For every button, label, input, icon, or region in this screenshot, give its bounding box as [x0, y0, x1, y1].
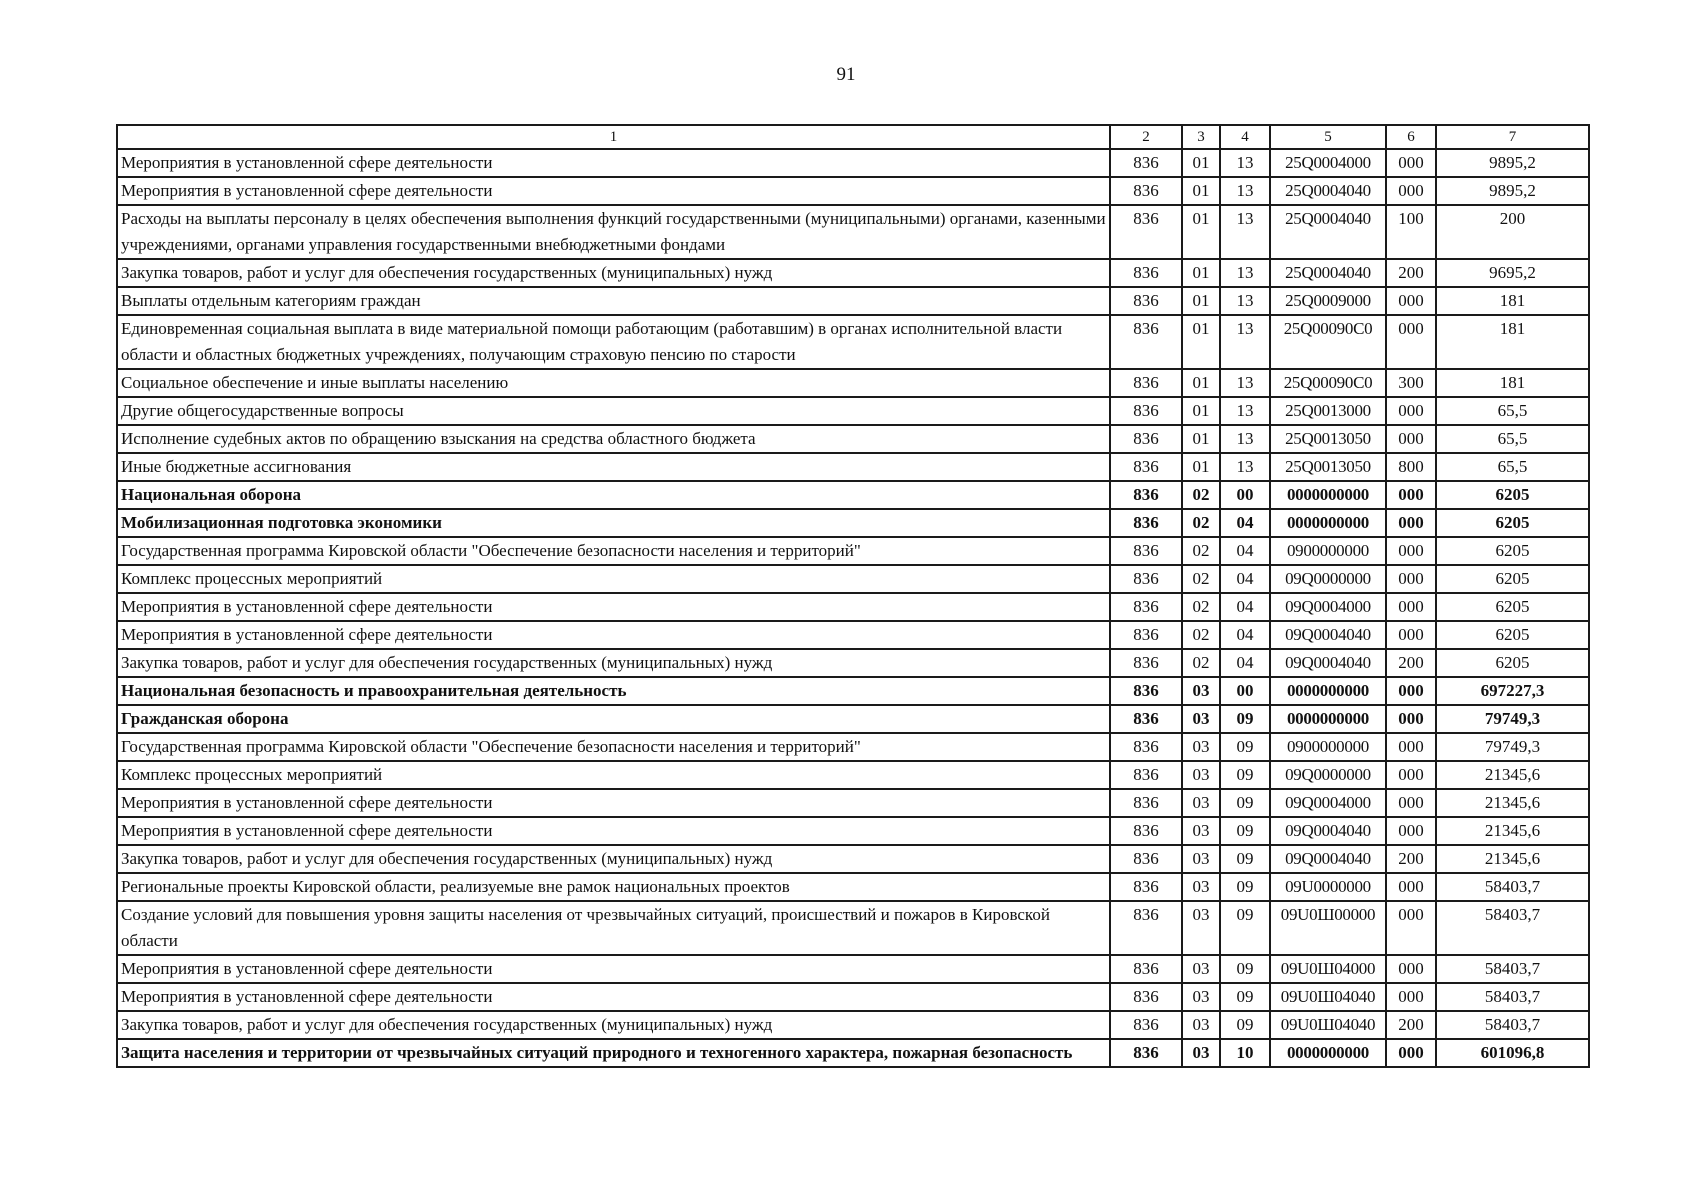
row-code-cell: 836	[1110, 817, 1182, 845]
row-target-cell: 09U0Ш04040	[1270, 983, 1386, 1011]
row-code-cell: 836	[1110, 315, 1182, 369]
row-expense-type-cell: 300	[1386, 369, 1436, 397]
row-code-cell: 836	[1110, 593, 1182, 621]
row-code-cell: 836	[1110, 369, 1182, 397]
row-expense-type-cell: 000	[1386, 425, 1436, 453]
row-target-cell: 25Q0013050	[1270, 453, 1386, 481]
row-section-cell: 03	[1182, 983, 1220, 1011]
table-row	[117, 621, 1589, 649]
row-code-cell: 836	[1110, 453, 1182, 481]
row-subsection-cell: 09	[1220, 789, 1270, 817]
row-expense-type-cell: 000	[1386, 593, 1436, 621]
row-target-cell: 25Q0013050	[1270, 425, 1386, 453]
row-subsection-cell: 09	[1220, 873, 1270, 901]
table-row	[117, 509, 1589, 537]
row-code-cell: 836	[1110, 1011, 1182, 1039]
row-name-cell: Мероприятия в установленной сфере деятельности	[117, 817, 1110, 845]
row-name-cell: Мероприятия в установленной сфере деятельности	[117, 593, 1110, 621]
row-target-cell: 25Q0004040	[1270, 259, 1386, 287]
row-expense-type-cell: 000	[1386, 149, 1436, 177]
header-cell: 4	[1220, 125, 1270, 149]
row-code-cell: 836	[1110, 1039, 1182, 1067]
row-expense-type-cell: 000	[1386, 677, 1436, 705]
table-row	[117, 481, 1589, 509]
header-cell: 5	[1270, 125, 1386, 149]
row-subsection-cell: 04	[1220, 565, 1270, 593]
row-expense-type-cell: 000	[1386, 817, 1436, 845]
row-amount-cell: 65,5	[1436, 425, 1589, 453]
row-section-cell: 03	[1182, 761, 1220, 789]
row-subsection-cell: 13	[1220, 259, 1270, 287]
row-target-cell: 09U0Ш00000	[1270, 901, 1386, 955]
header-cell: 6	[1386, 125, 1436, 149]
row-subsection-cell: 13	[1220, 177, 1270, 205]
row-expense-type-cell: 000	[1386, 873, 1436, 901]
row-amount-cell: 58403,7	[1436, 901, 1589, 955]
row-name-cell: Иные бюджетные ассигнования	[117, 453, 1110, 481]
row-subsection-cell: 04	[1220, 509, 1270, 537]
table-row	[117, 789, 1589, 817]
header-cell: 3	[1182, 125, 1220, 149]
table-row	[117, 1011, 1589, 1039]
row-section-cell: 03	[1182, 817, 1220, 845]
row-amount-cell: 58403,7	[1436, 955, 1589, 983]
row-code-cell: 836	[1110, 287, 1182, 315]
row-section-cell: 01	[1182, 177, 1220, 205]
row-code-cell: 836	[1110, 621, 1182, 649]
row-section-cell: 02	[1182, 481, 1220, 509]
header-row	[117, 125, 1589, 149]
row-target-cell: 25Q0009000	[1270, 287, 1386, 315]
row-section-cell: 02	[1182, 649, 1220, 677]
row-section-cell: 01	[1182, 453, 1220, 481]
row-expense-type-cell: 800	[1386, 453, 1436, 481]
table-row	[117, 845, 1589, 873]
table-row	[117, 537, 1589, 565]
row-subsection-cell: 13	[1220, 453, 1270, 481]
row-amount-cell: 6205	[1436, 593, 1589, 621]
row-section-cell: 01	[1182, 205, 1220, 259]
row-target-cell: 25Q0004000	[1270, 149, 1386, 177]
row-amount-cell: 181	[1436, 287, 1589, 315]
table-row	[117, 259, 1589, 287]
row-name-cell: Мероприятия в установленной сфере деятельности	[117, 955, 1110, 983]
header-cell: 1	[117, 125, 1110, 149]
row-section-cell: 01	[1182, 149, 1220, 177]
table-row	[117, 649, 1589, 677]
row-target-cell: 09U0Ш04000	[1270, 955, 1386, 983]
table-row	[117, 761, 1589, 789]
row-amount-cell: 79749,3	[1436, 733, 1589, 761]
row-expense-type-cell: 200	[1386, 259, 1436, 287]
table-row	[117, 733, 1589, 761]
row-target-cell: 09Q0004000	[1270, 593, 1386, 621]
row-section-cell: 02	[1182, 593, 1220, 621]
row-section-cell: 03	[1182, 845, 1220, 873]
row-amount-cell: 79749,3	[1436, 705, 1589, 733]
row-amount-cell: 181	[1436, 369, 1589, 397]
row-target-cell: 09Q0000000	[1270, 565, 1386, 593]
row-amount-cell: 697227,3	[1436, 677, 1589, 705]
row-code-cell: 836	[1110, 733, 1182, 761]
row-code-cell: 836	[1110, 983, 1182, 1011]
row-expense-type-cell: 000	[1386, 901, 1436, 955]
row-code-cell: 836	[1110, 845, 1182, 873]
row-subsection-cell: 04	[1220, 649, 1270, 677]
row-name-cell: Закупка товаров, работ и услуг для обеспечения государственных (муниципальных) нужд	[117, 649, 1110, 677]
row-amount-cell: 9895,2	[1436, 177, 1589, 205]
row-name-cell: Выплаты отдельным категориям граждан	[117, 287, 1110, 315]
row-amount-cell: 58403,7	[1436, 873, 1589, 901]
row-target-cell: 25Q0013000	[1270, 397, 1386, 425]
row-expense-type-cell: 000	[1386, 177, 1436, 205]
row-section-cell: 01	[1182, 259, 1220, 287]
row-name-cell: Мероприятия в установленной сфере деятельности	[117, 149, 1110, 177]
row-name-cell: Государственная программа Кировской области "Обеспечение безопасности населения и территорий"	[117, 733, 1110, 761]
row-target-cell: 09Q0004040	[1270, 621, 1386, 649]
row-section-cell: 01	[1182, 287, 1220, 315]
row-amount-cell: 9895,2	[1436, 149, 1589, 177]
row-subsection-cell: 13	[1220, 149, 1270, 177]
row-section-cell: 03	[1182, 1011, 1220, 1039]
table-row	[117, 705, 1589, 733]
row-subsection-cell: 04	[1220, 537, 1270, 565]
row-section-cell: 01	[1182, 369, 1220, 397]
table-row	[117, 149, 1589, 177]
row-section-cell: 02	[1182, 537, 1220, 565]
row-target-cell: 09U0000000	[1270, 873, 1386, 901]
row-section-cell: 01	[1182, 397, 1220, 425]
table-row	[117, 397, 1589, 425]
row-amount-cell: 58403,7	[1436, 983, 1589, 1011]
row-code-cell: 836	[1110, 649, 1182, 677]
row-code-cell: 836	[1110, 705, 1182, 733]
row-section-cell: 03	[1182, 955, 1220, 983]
row-amount-cell: 9695,2	[1436, 259, 1589, 287]
page-number: 91	[836, 64, 856, 85]
row-code-cell: 836	[1110, 149, 1182, 177]
row-code-cell: 836	[1110, 565, 1182, 593]
row-expense-type-cell: 000	[1386, 983, 1436, 1011]
row-amount-cell: 21345,6	[1436, 817, 1589, 845]
row-target-cell: 25Q00090C0	[1270, 315, 1386, 369]
row-name-cell: Другие общегосударственные вопросы	[117, 397, 1110, 425]
row-expense-type-cell: 000	[1386, 315, 1436, 369]
row-subsection-cell: 10	[1220, 1039, 1270, 1067]
row-target-cell: 25Q00090C0	[1270, 369, 1386, 397]
row-subsection-cell: 09	[1220, 817, 1270, 845]
row-name-cell: Создание условий для повышения уровня защиты населения от чрезвычайных ситуаций, происшествий и пожаров в Кировской области	[117, 901, 1110, 955]
row-expense-type-cell: 200	[1386, 1011, 1436, 1039]
row-amount-cell: 601096,8	[1436, 1039, 1589, 1067]
row-name-cell: Исполнение судебных актов по обращению взыскания на средства областного бюджета	[117, 425, 1110, 453]
row-subsection-cell: 13	[1220, 287, 1270, 315]
row-amount-cell: 200	[1436, 205, 1589, 259]
table-row	[117, 677, 1589, 705]
row-name-cell: Расходы на выплаты персоналу в целях обеспечения выполнения функций государственными (муниципальными) органами, казенными учреждениями, органами управления государственными внебюджетными фондами	[117, 205, 1110, 259]
table-row	[117, 901, 1589, 955]
table-body	[117, 125, 1589, 1067]
row-name-cell: Региональные проекты Кировской области, реализуемые вне рамок национальных проектов	[117, 873, 1110, 901]
row-target-cell: 09Q0004000	[1270, 789, 1386, 817]
row-expense-type-cell: 100	[1386, 205, 1436, 259]
row-amount-cell: 6205	[1436, 649, 1589, 677]
row-subsection-cell: 13	[1220, 369, 1270, 397]
row-name-cell: Единовременная социальная выплата в виде материальной помощи работающим (работавшим) в органах исполнительной власти области и областных бюджетных учреждениях, получающим страховую пенсию по старости	[117, 315, 1110, 369]
row-name-cell: Национальная оборона	[117, 481, 1110, 509]
row-section-cell: 01	[1182, 315, 1220, 369]
row-expense-type-cell: 000	[1386, 733, 1436, 761]
header-cell: 2	[1110, 125, 1182, 149]
row-expense-type-cell: 000	[1386, 761, 1436, 789]
row-code-cell: 836	[1110, 259, 1182, 287]
row-expense-type-cell: 000	[1386, 789, 1436, 817]
row-expense-type-cell: 000	[1386, 705, 1436, 733]
row-section-cell: 02	[1182, 565, 1220, 593]
row-name-cell: Национальная безопасность и правоохранительная деятельность	[117, 677, 1110, 705]
row-amount-cell: 181	[1436, 315, 1589, 369]
table-row	[117, 369, 1589, 397]
row-name-cell: Закупка товаров, работ и услуг для обеспечения государственных (муниципальных) нужд	[117, 259, 1110, 287]
table-row	[117, 873, 1589, 901]
table-row	[117, 565, 1589, 593]
row-subsection-cell: 09	[1220, 983, 1270, 1011]
row-subsection-cell: 09	[1220, 705, 1270, 733]
row-target-cell: 0000000000	[1270, 677, 1386, 705]
row-section-cell: 03	[1182, 677, 1220, 705]
row-section-cell: 03	[1182, 789, 1220, 817]
row-section-cell: 03	[1182, 901, 1220, 955]
row-amount-cell: 6205	[1436, 509, 1589, 537]
row-name-cell: Мероприятия в установленной сфере деятельности	[117, 177, 1110, 205]
row-subsection-cell: 13	[1220, 425, 1270, 453]
table-row	[117, 955, 1589, 983]
row-target-cell: 0000000000	[1270, 1039, 1386, 1067]
row-expense-type-cell: 000	[1386, 481, 1436, 509]
row-target-cell: 0000000000	[1270, 481, 1386, 509]
row-name-cell: Мероприятия в установленной сфере деятельности	[117, 621, 1110, 649]
table-row	[117, 817, 1589, 845]
row-target-cell: 25Q0004040	[1270, 205, 1386, 259]
row-amount-cell: 58403,7	[1436, 1011, 1589, 1039]
row-expense-type-cell: 000	[1386, 565, 1436, 593]
row-expense-type-cell: 000	[1386, 537, 1436, 565]
table-row	[117, 177, 1589, 205]
header-cell: 7	[1436, 125, 1589, 149]
row-name-cell: Мероприятия в установленной сфере деятельности	[117, 789, 1110, 817]
row-code-cell: 836	[1110, 481, 1182, 509]
row-section-cell: 03	[1182, 1039, 1220, 1067]
row-amount-cell: 21345,6	[1436, 761, 1589, 789]
row-name-cell: Защита населения и территории от чрезвычайных ситуаций природного и техногенного характера, пожарная безопасность	[117, 1039, 1110, 1067]
row-code-cell: 836	[1110, 955, 1182, 983]
row-target-cell: 09Q0004040	[1270, 845, 1386, 873]
row-code-cell: 836	[1110, 509, 1182, 537]
row-amount-cell: 65,5	[1436, 453, 1589, 481]
row-code-cell: 836	[1110, 789, 1182, 817]
row-subsection-cell: 09	[1220, 955, 1270, 983]
row-amount-cell: 21345,6	[1436, 789, 1589, 817]
row-amount-cell: 6205	[1436, 621, 1589, 649]
row-target-cell: 09U0Ш04040	[1270, 1011, 1386, 1039]
row-code-cell: 836	[1110, 177, 1182, 205]
table-row	[117, 205, 1589, 259]
row-target-cell: 0900000000	[1270, 537, 1386, 565]
row-expense-type-cell: 000	[1386, 955, 1436, 983]
row-subsection-cell: 09	[1220, 901, 1270, 955]
row-subsection-cell: 00	[1220, 481, 1270, 509]
row-subsection-cell: 13	[1220, 315, 1270, 369]
table-row	[117, 593, 1589, 621]
row-expense-type-cell: 000	[1386, 287, 1436, 315]
table-row	[117, 1039, 1589, 1067]
row-section-cell: 03	[1182, 733, 1220, 761]
row-name-cell: Закупка товаров, работ и услуг для обеспечения государственных (муниципальных) нужд	[117, 845, 1110, 873]
row-code-cell: 836	[1110, 537, 1182, 565]
row-name-cell: Закупка товаров, работ и услуг для обеспечения государственных (муниципальных) нужд	[117, 1011, 1110, 1039]
row-section-cell: 03	[1182, 873, 1220, 901]
row-amount-cell: 6205	[1436, 565, 1589, 593]
row-code-cell: 836	[1110, 205, 1182, 259]
row-subsection-cell: 09	[1220, 845, 1270, 873]
row-expense-type-cell: 200	[1386, 845, 1436, 873]
row-code-cell: 836	[1110, 901, 1182, 955]
row-section-cell: 03	[1182, 705, 1220, 733]
row-section-cell: 01	[1182, 425, 1220, 453]
row-expense-type-cell: 200	[1386, 649, 1436, 677]
row-section-cell: 02	[1182, 509, 1220, 537]
row-code-cell: 836	[1110, 425, 1182, 453]
row-code-cell: 836	[1110, 761, 1182, 789]
row-name-cell: Мероприятия в установленной сфере деятельности	[117, 983, 1110, 1011]
row-amount-cell: 6205	[1436, 481, 1589, 509]
row-name-cell: Мобилизационная подготовка экономики	[117, 509, 1110, 537]
row-subsection-cell: 09	[1220, 733, 1270, 761]
row-target-cell: 0900000000	[1270, 733, 1386, 761]
row-expense-type-cell: 000	[1386, 397, 1436, 425]
row-target-cell: 09Q0000000	[1270, 761, 1386, 789]
row-subsection-cell: 09	[1220, 1011, 1270, 1039]
row-section-cell: 02	[1182, 621, 1220, 649]
budget-table	[116, 124, 1590, 1068]
row-target-cell: 09Q0004040	[1270, 649, 1386, 677]
table-row	[117, 983, 1589, 1011]
row-code-cell: 836	[1110, 873, 1182, 901]
row-name-cell: Государственная программа Кировской области "Обеспечение безопасности населения и территорий"	[117, 537, 1110, 565]
row-name-cell: Социальное обеспечение и иные выплаты населению	[117, 369, 1110, 397]
table-row	[117, 287, 1589, 315]
row-name-cell: Гражданская оборона	[117, 705, 1110, 733]
row-target-cell: 25Q0004040	[1270, 177, 1386, 205]
row-expense-type-cell: 000	[1386, 509, 1436, 537]
row-subsection-cell: 04	[1220, 621, 1270, 649]
row-expense-type-cell: 000	[1386, 1039, 1436, 1067]
row-expense-type-cell: 000	[1386, 621, 1436, 649]
row-subsection-cell: 13	[1220, 397, 1270, 425]
row-code-cell: 836	[1110, 397, 1182, 425]
table-row	[117, 453, 1589, 481]
row-name-cell: Комплекс процессных мероприятий	[117, 761, 1110, 789]
table-row	[117, 425, 1589, 453]
row-target-cell: 0000000000	[1270, 509, 1386, 537]
row-subsection-cell: 09	[1220, 761, 1270, 789]
row-name-cell: Комплекс процессных мероприятий	[117, 565, 1110, 593]
table-row	[117, 315, 1589, 369]
row-subsection-cell: 13	[1220, 205, 1270, 259]
row-target-cell: 0000000000	[1270, 705, 1386, 733]
row-subsection-cell: 00	[1220, 677, 1270, 705]
row-amount-cell: 6205	[1436, 537, 1589, 565]
row-target-cell: 09Q0004040	[1270, 817, 1386, 845]
row-subsection-cell: 04	[1220, 593, 1270, 621]
row-amount-cell: 21345,6	[1436, 845, 1589, 873]
row-amount-cell: 65,5	[1436, 397, 1589, 425]
row-code-cell: 836	[1110, 677, 1182, 705]
